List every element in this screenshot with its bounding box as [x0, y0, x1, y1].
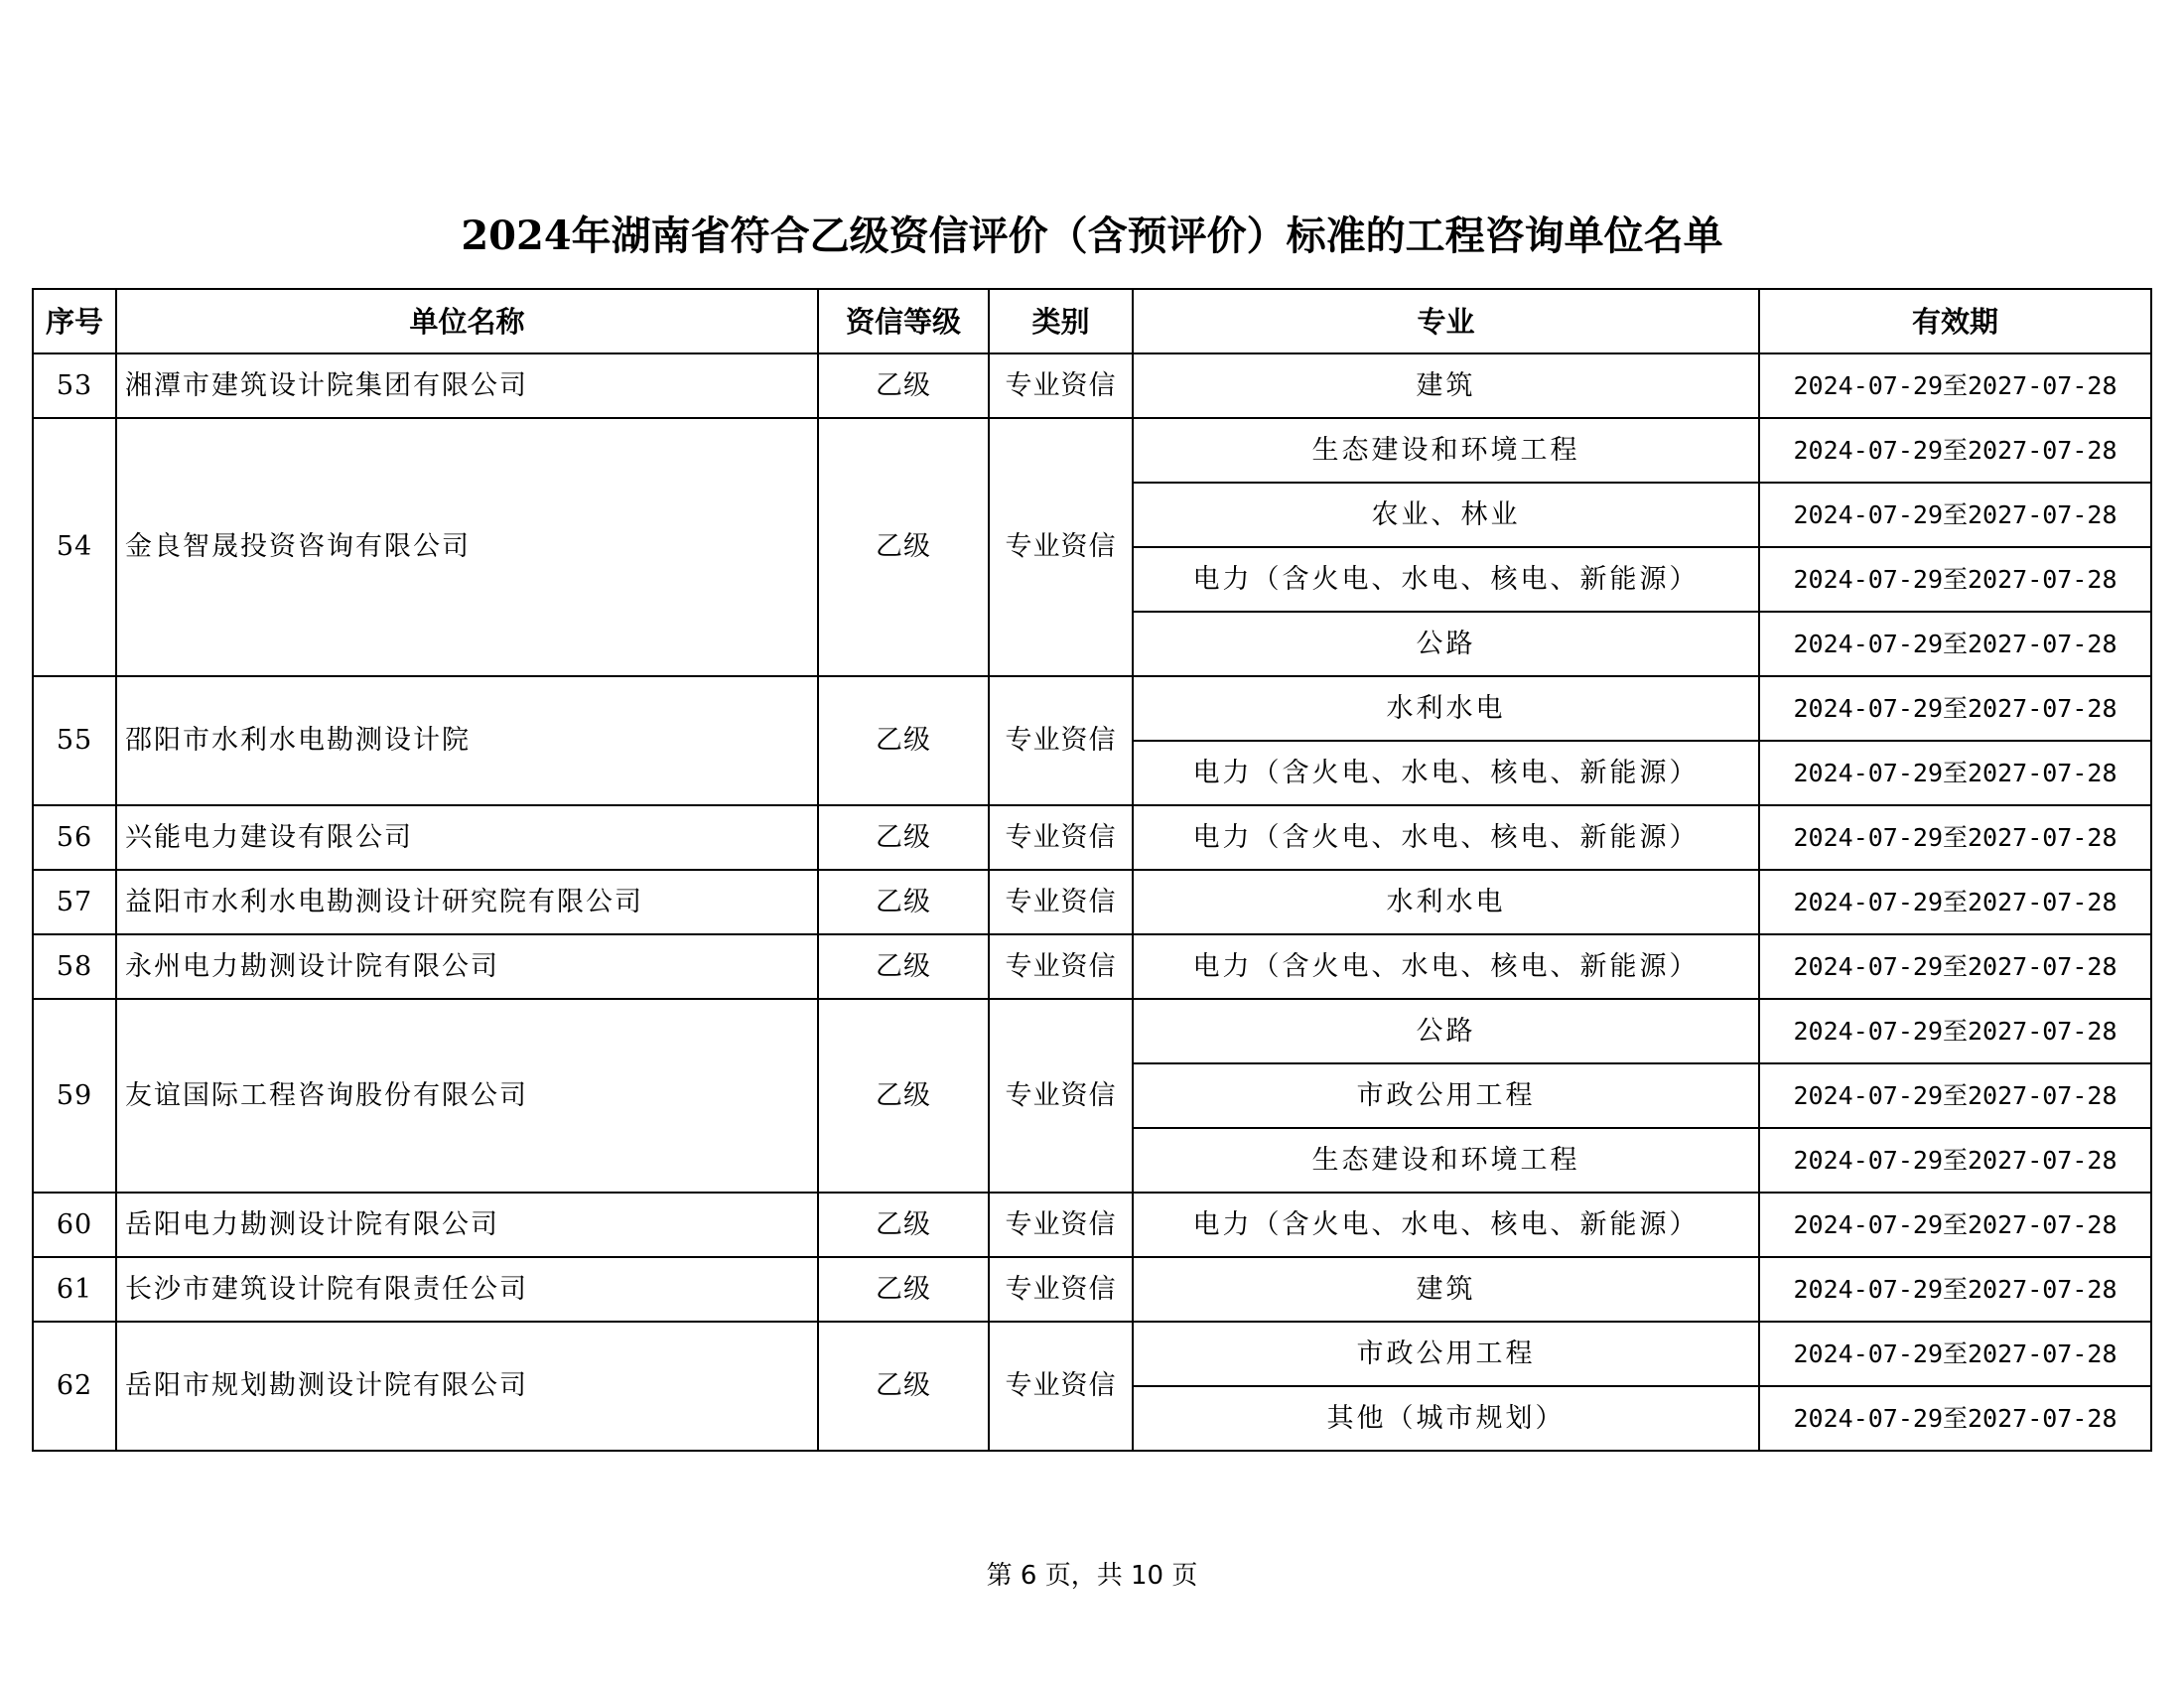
row-seq: 62 [33, 1322, 116, 1451]
table-header-row [33, 289, 2151, 353]
unit-name: 永州电力勘测设计院有限公司 [116, 934, 818, 999]
specialty: 建筑 [1133, 353, 1759, 418]
validity-period: 2024-07-29至2027-07-28 [1759, 483, 2151, 547]
table-row [33, 805, 2151, 870]
validity-period: 2024-07-29至2027-07-28 [1759, 1386, 2151, 1451]
page-title: 2024年湖南省符合乙级资信评价（含预评价）标准的工程咨询单位名单 [461, 212, 1723, 259]
specialty: 市政公用工程 [1133, 1063, 1759, 1128]
header-validity: 有效期 [1759, 289, 2151, 353]
validity-period: 2024-07-29至2027-07-28 [1759, 1257, 2151, 1322]
specialty: 电力（含火电、水电、核电、新能源） [1133, 547, 1759, 612]
table-row [33, 676, 2151, 741]
unit-name: 益阳市水利水电勘测设计研究院有限公司 [116, 870, 818, 934]
qualification-category: 专业资信 [989, 870, 1133, 934]
header-grade: 资信等级 [818, 289, 989, 353]
validity-period: 2024-07-29至2027-07-28 [1759, 353, 2151, 418]
unit-name: 长沙市建筑设计院有限责任公司 [116, 1257, 818, 1322]
header-specialty: 专业 [1133, 289, 1759, 353]
qualification-category: 专业资信 [989, 676, 1133, 805]
validity-period: 2024-07-29至2027-07-28 [1759, 999, 2151, 1063]
qualification-grade: 乙级 [818, 1257, 989, 1322]
specialty: 水利水电 [1133, 870, 1759, 934]
specialty: 电力（含火电、水电、核电、新能源） [1133, 934, 1759, 999]
validity-period: 2024-07-29至2027-07-28 [1759, 1322, 2151, 1386]
row-seq: 54 [33, 418, 116, 676]
specialty: 电力（含火电、水电、核电、新能源） [1133, 1193, 1759, 1257]
validity-period: 2024-07-29至2027-07-28 [1759, 1063, 2151, 1128]
specialty: 市政公用工程 [1133, 1322, 1759, 1386]
validity-period: 2024-07-29至2027-07-28 [1759, 547, 2151, 612]
table-row [33, 999, 2151, 1063]
qualification-grade: 乙级 [818, 1322, 989, 1451]
table-row [33, 1193, 2151, 1257]
qualification-grade: 乙级 [818, 353, 989, 418]
specialty: 生态建设和环境工程 [1133, 1128, 1759, 1193]
qualification-category: 专业资信 [989, 1193, 1133, 1257]
qualification-grade: 乙级 [818, 870, 989, 934]
specialty: 农业、林业 [1133, 483, 1759, 547]
validity-period: 2024-07-29至2027-07-28 [1759, 1128, 2151, 1193]
page-footer: 第 6 页，共 10 页 [986, 1561, 1198, 1591]
validity-period: 2024-07-29至2027-07-28 [1759, 805, 2151, 870]
validity-period: 2024-07-29至2027-07-28 [1759, 870, 2151, 934]
unit-name: 岳阳电力勘测设计院有限公司 [116, 1193, 818, 1257]
table-row [33, 1257, 2151, 1322]
specialty: 电力（含火电、水电、核电、新能源） [1133, 805, 1759, 870]
row-seq: 53 [33, 353, 116, 418]
row-seq: 60 [33, 1193, 116, 1257]
qualification-grade: 乙级 [818, 999, 989, 1193]
specialty: 公路 [1133, 999, 1759, 1063]
table-body [33, 353, 2151, 1451]
qualification-category: 专业资信 [989, 353, 1133, 418]
specialty: 建筑 [1133, 1257, 1759, 1322]
qualification-category: 专业资信 [989, 418, 1133, 676]
specialty: 水利水电 [1133, 676, 1759, 741]
unit-name: 邵阳市水利水电勘测设计院 [116, 676, 818, 805]
qualification-grade: 乙级 [818, 805, 989, 870]
table-row [33, 934, 2151, 999]
row-seq: 61 [33, 1257, 116, 1322]
validity-period: 2024-07-29至2027-07-28 [1759, 934, 2151, 999]
specialty: 其他（城市规划） [1133, 1386, 1759, 1451]
row-seq: 56 [33, 805, 116, 870]
validity-period: 2024-07-29至2027-07-28 [1759, 612, 2151, 676]
specialty: 公路 [1133, 612, 1759, 676]
unit-name: 岳阳市规划勘测设计院有限公司 [116, 1322, 818, 1451]
validity-period: 2024-07-29至2027-07-28 [1759, 741, 2151, 805]
specialty: 生态建设和环境工程 [1133, 418, 1759, 483]
unit-name: 兴能电力建设有限公司 [116, 805, 818, 870]
row-seq: 59 [33, 999, 116, 1193]
specialty: 电力（含火电、水电、核电、新能源） [1133, 741, 1759, 805]
units-table [32, 288, 2152, 1452]
qualification-grade: 乙级 [818, 1193, 989, 1257]
qualification-category: 专业资信 [989, 1322, 1133, 1451]
row-seq: 57 [33, 870, 116, 934]
qualification-grade: 乙级 [818, 418, 989, 676]
validity-period: 2024-07-29至2027-07-28 [1759, 1193, 2151, 1257]
table-row [33, 870, 2151, 934]
qualification-category: 专业资信 [989, 1257, 1133, 1322]
unit-name: 湘潭市建筑设计院集团有限公司 [116, 353, 818, 418]
validity-period: 2024-07-29至2027-07-28 [1759, 676, 2151, 741]
table-row [33, 353, 2151, 418]
table-row [33, 418, 2151, 483]
qualification-grade: 乙级 [818, 676, 989, 805]
unit-name: 金良智晟投资咨询有限公司 [116, 418, 818, 676]
row-seq: 55 [33, 676, 116, 805]
table-row [33, 1322, 2151, 1386]
header-category: 类别 [989, 289, 1133, 353]
header-name: 单位名称 [116, 289, 818, 353]
row-seq: 58 [33, 934, 116, 999]
qualification-category: 专业资信 [989, 999, 1133, 1193]
qualification-category: 专业资信 [989, 805, 1133, 870]
unit-name: 友谊国际工程咨询股份有限公司 [116, 999, 818, 1193]
validity-period: 2024-07-29至2027-07-28 [1759, 418, 2151, 483]
header-seq: 序号 [33, 289, 116, 353]
qualification-grade: 乙级 [818, 934, 989, 999]
qualification-category: 专业资信 [989, 934, 1133, 999]
